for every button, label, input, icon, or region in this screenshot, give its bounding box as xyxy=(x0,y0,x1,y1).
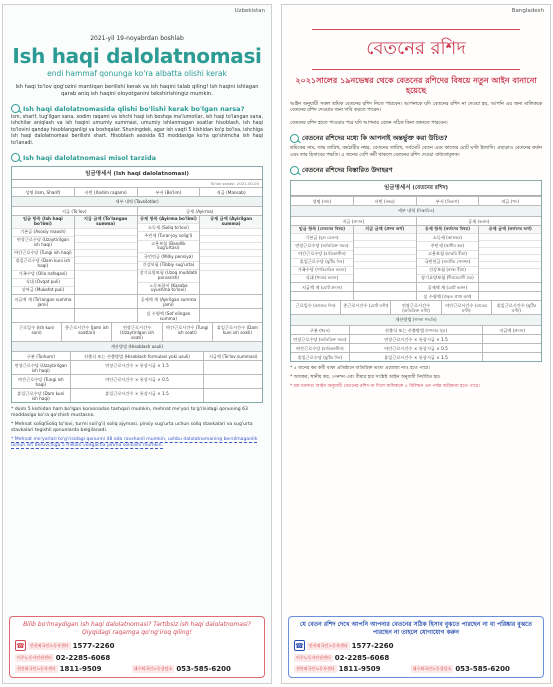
form-info-row xyxy=(12,187,262,196)
penalty-note xyxy=(11,437,263,449)
help-message: Bilib bo'lmaydigan ish haqi dalolatnomasi? Tartibsiz ish haqi dalolatnomasi? Qiyqidagi raqamga qo'ng'iroq qiling! xyxy=(23,621,251,636)
form-cell: 공제액 계 (মোট কর্তন) xyxy=(416,283,479,291)
center-name: 천안외국인노동자센터 xyxy=(296,666,335,671)
form-cell xyxy=(354,261,416,268)
form-cell: 야간근로수당 (Tungi ish haqi) xyxy=(18,376,64,387)
form-cell: 근로일수 (Ish kuni soni) xyxy=(18,324,55,335)
form-cell: 국민연금 (Milliy pensiya) xyxy=(138,252,200,260)
form-cell: 구분 (ধরন) xyxy=(309,327,330,333)
form-cell: 노동조합비 (Kasaba uyushma to'lovi) xyxy=(138,282,200,295)
form-cell: 휴일근로시간수 × 통상시급 × 1.5 xyxy=(70,389,204,402)
calc-row xyxy=(12,388,262,402)
form-cell: 성명 (Ism, Sharif) xyxy=(25,189,61,195)
section-text: Ism, sharif, tug'ilgan sana, xodim raqami va ishchi haqi ish boshqa ma'lumotlar, ish haqi to'langan sana, ishchilar aniqlash va ish haqini umumiy summasi, umumiy ishlanmagan soatlar hisoblash, ish haqi to'lovini qanday hisoblanganligi va boshqalar. Shuningdek, agar ish vaqti 5 kishidan ko'p bo'lsa, ishchiga ish haqi dalolatnomasi berilishi shart. Hisoblash asosida 63 moddasiga ko'ra qo'shimcha ish haqi to'lanadi. xyxy=(11,115,263,146)
pay-items-col xyxy=(291,226,353,282)
form-cell: 휴일근로수당 (ছুটির দিন) xyxy=(291,258,353,266)
form-cell: 지급 (To'lov) xyxy=(62,208,87,214)
payslip-form xyxy=(11,166,263,403)
form-cell: 주민세 (স্থানীয় কর) xyxy=(417,241,479,249)
form-cell xyxy=(353,283,416,291)
calc-row xyxy=(291,334,541,343)
form-cell xyxy=(200,235,262,242)
form-cell: 소득세 (আয়কর) xyxy=(417,233,479,241)
form-cell xyxy=(200,228,262,235)
center-name: 이주노동자인권센터 xyxy=(296,655,331,660)
country-tag: Uzbekistan xyxy=(234,8,265,14)
form-cell: 국민연금 (জাতীয় পেনশন) xyxy=(417,258,479,266)
form-cell: 주민세 (Turar-joy solig'i) xyxy=(138,231,200,239)
form-cell: 야간근로수당 (রাত্রিকালীন) xyxy=(296,345,344,351)
section-heading xyxy=(290,165,542,176)
form-cell xyxy=(74,309,137,322)
footnote: * Mehnat soliq(Soliq to'lovi, turmi soli'g'i) soliq ajymasi, pinsiy sug'urta uchun soliq stavkalari va sug'urta stavkalari tegishli qonunlarda belgilanadi. xyxy=(11,422,253,434)
form-cell xyxy=(200,242,262,249)
form-section: 계산방법 (গণনা পদ্ধতি) xyxy=(291,314,541,325)
phone-icon: ☎ xyxy=(295,641,304,650)
form-cell: 직급 (পদ) xyxy=(478,197,541,205)
form-cell: 직급 (Mansab) xyxy=(199,188,262,196)
calc-row xyxy=(12,360,262,374)
form-cell: 연장근로시간수 × 통상시급 × 1.5 xyxy=(70,361,204,374)
form-hours-row xyxy=(291,300,541,314)
form-cell xyxy=(478,283,541,291)
form-cell: 야간근로시간수 (Tungi ish soati) xyxy=(162,323,212,341)
form-cell: 휴일근로시간수 × 통상시급 × 1.5 xyxy=(349,353,483,361)
center-name: 이주노동자인권센터 xyxy=(17,655,52,660)
form-section: 계산방법 (Hisoblash usuli) xyxy=(12,341,262,351)
form-cell: 기본급 (Asosiy maosh) xyxy=(12,228,74,236)
footnote: * ৫ জনের কম কর্মী থাকা প্রতিষ্ঠানে অতিরিক্ত ভাতা প্রযোজ্য নাও হতে পারে। xyxy=(290,366,430,372)
form-cell xyxy=(200,270,262,277)
form-cell: 고용보험 (চাকরি বীমা) xyxy=(417,250,479,258)
form-cell: 지급액 계 (মোট প্রদান) xyxy=(301,284,342,290)
form-title: 임금명세서 (Ish haqi dalolatnomasi) xyxy=(12,167,262,180)
footnote: * doim 5 kishidan ham bo'lgan korxonadan tashqari mumkin, mehnat me'yori to'g'risidagi qonuning 63 moddasiga ko'ra qo'shish mustasno. xyxy=(11,407,248,419)
section-title: বেতনের রশিদের বিস্তারিত উদাহরণ xyxy=(302,166,393,175)
form-cell: 가족수당 (পারিবারিক ভাতা) xyxy=(291,266,353,274)
phone-number[interactable]: 02-2285-6068 xyxy=(55,654,111,662)
penalty-note-text: * Mehnat me'yorlari to'g'risidagi qonunni 48 oda ravshanli mumkin, ushbu dalolatnomaning bersilmaganlik uchun ish beruvchiga 5 million vongacha jarima solinishi mumkin. xyxy=(11,437,258,449)
form-cell: 부서 (বিভাগ) xyxy=(416,197,479,205)
form-cell: 사번 (Xodim raqami) xyxy=(74,188,137,196)
form-cell xyxy=(199,309,262,322)
contact-card[interactable] xyxy=(15,654,130,662)
form-cell xyxy=(354,254,416,261)
phone-number[interactable]: 053-585-6200 xyxy=(176,665,231,673)
form-col-header: 공제 항목 (কর্তনের বিষয়) xyxy=(417,226,479,233)
form-cell: 연장근로수당 (Uzaytirilgan ish haqi) xyxy=(12,236,74,249)
form-cell: 야간근로수당 (Tungi ish haqi) xyxy=(12,249,74,257)
section-title: Ish haqi dalolatnomasida qlishi bo'lishi kerak bo'lgan narsa? xyxy=(23,104,245,113)
phone-number[interactable]: 1811-9509 xyxy=(338,665,381,673)
form-cell xyxy=(478,292,541,300)
form-cell: 휴일근로수당 (Dam kuni ish haqi) xyxy=(12,257,74,270)
form-cell xyxy=(75,242,137,249)
center-name: 안산외국인노동자센터 xyxy=(309,642,348,648)
deduction-items-col xyxy=(416,226,479,282)
contact-list xyxy=(15,640,259,673)
form-cell xyxy=(479,240,541,247)
form-cell: 장기요양보험 (Uzoq muddatli parvarish) xyxy=(138,269,200,282)
phone-number[interactable]: 1811-9509 xyxy=(59,665,102,673)
form-cell: 연장근로시간수 × 통상시급 × 1.5 xyxy=(349,335,483,343)
form-cell: 지급액 (To'lov summasi) xyxy=(203,352,262,360)
center-name: 천안외국인노동자센터 xyxy=(17,666,56,671)
help-box xyxy=(9,616,265,678)
form-cell: 휴일근로시간수 (ছুটির ঘণ্টা) xyxy=(491,301,541,314)
form-cell: 기본급 (মূল বেতন) xyxy=(291,233,353,241)
form-info-row xyxy=(291,196,541,205)
form-cell: 연장근로수당 (অতিরিক্ত সময়) xyxy=(293,336,347,342)
help-message: যে বেতন রশিদ দেখে আপনি আপনার বেতনের সঠিক হিসাব বুঝতে পারছেন না বা পরিষ্কার বুঝতে পারছেন না তাহলে যোগাযোগ করুন xyxy=(299,621,533,636)
form-cell: 가족수당 (Oila nafaqasi) xyxy=(12,270,74,278)
contact-card[interactable] xyxy=(307,642,422,650)
form-cell: 야간근로시간수 × 통상시급 × 0.5 xyxy=(349,344,483,352)
form-cell xyxy=(75,256,137,263)
form-cell xyxy=(200,263,262,270)
form-cell: 산출식 또는 산출방법 (গণনার সূত্র) xyxy=(349,326,483,334)
form-cell: 휴일근로시간수 (Dam kuni ish soati) xyxy=(212,323,262,341)
form-totals-row xyxy=(291,282,541,291)
form-cell xyxy=(74,295,137,308)
calc-head-row xyxy=(12,351,262,360)
form-cell xyxy=(203,375,262,388)
page-subtitle: ২০২১সালের ১৯নভেম্বর থেকে বেতনের রশিদের বিষয়ে নতুন আইন বানানো হয়েছে xyxy=(295,76,537,95)
footnote: * আয়কর, স্থানীয় কর, পেনশন এবং বীমার হার সংশ্লিষ্ট আইন অনুযায়ী নির্ধারিত হয়। xyxy=(290,375,441,381)
center-name: 안산외국인노동자센터 xyxy=(30,642,69,648)
form-net-row xyxy=(291,291,541,300)
form-cell xyxy=(479,261,541,268)
form-cell xyxy=(291,292,353,300)
form-col-heads xyxy=(291,216,541,225)
form-cell: 공제 (কর্তন) xyxy=(416,217,542,225)
form-cell xyxy=(200,249,262,256)
form-cell: 공제 (Ayirma) xyxy=(137,207,263,215)
contact-card[interactable] xyxy=(132,665,247,673)
form-cell xyxy=(353,292,416,300)
pay-items-col xyxy=(12,216,74,294)
calc-row xyxy=(291,343,541,352)
magnifier-icon xyxy=(290,166,299,175)
form-cell xyxy=(479,268,541,275)
form-cell xyxy=(354,233,416,240)
form-cell xyxy=(482,353,541,361)
intro-text: বেতনের রশিদ হাতে পাওয়ার পরে যদি আপনার বেতন সঠিক কিনা জানতে পারবেন। xyxy=(290,120,448,126)
form-date: To'lov sanasi: 2021-00-00 xyxy=(210,181,259,187)
page-subtitle: endi hammaf qonunga ko'ra albatta olishi kerak xyxy=(47,69,227,78)
contact-card[interactable] xyxy=(294,654,409,662)
section-heading xyxy=(11,104,263,113)
calc-row xyxy=(291,352,541,361)
phone-number[interactable]: 02-2285-6068 xyxy=(334,654,390,662)
form-section: 세부 내역 (Tavsilotlar) xyxy=(12,196,262,206)
form-cell: 장기요양보험 (দীর্ঘমেয়াদী যত্ন) xyxy=(417,274,479,282)
form-cell: 지급액 계 (To'langan summa jami) xyxy=(14,296,72,307)
form-cell: 연장근로시간수 (অতিরিক্ত ঘণ্টা) xyxy=(390,301,440,314)
form-col-header: 공제 금액 (কর্তনের অর্থ) xyxy=(479,226,541,233)
phone-icon: ☎ xyxy=(16,641,25,650)
form-cell xyxy=(75,249,137,256)
form-cell xyxy=(479,233,541,240)
form-cell xyxy=(482,335,541,343)
form-cell: 근로일수 (কাজের দিন) xyxy=(295,302,336,308)
form-cell: 식대 (Ovqat puli) xyxy=(12,278,74,286)
form-cell xyxy=(354,240,416,247)
magnifier-icon xyxy=(290,134,299,143)
deduction-amounts-col xyxy=(478,226,541,282)
form-cell xyxy=(354,247,416,254)
form-col-header: 공제 금액 (Ayirilgan summa) xyxy=(200,216,262,228)
form-cell: 총근로시간수 (Jami ish soatlari) xyxy=(61,323,111,341)
form-cell: 지급액 (প্রদান) xyxy=(482,326,541,334)
contact-card[interactable] xyxy=(28,642,143,650)
contact-list xyxy=(294,640,538,673)
contact-card[interactable] xyxy=(294,665,409,673)
form-cell: 지급 (প্রদান) xyxy=(342,218,365,224)
form-col-header: 임금 항목 (বেতনের বিষয়) xyxy=(291,226,353,233)
form-cell: 식대 (খাবার ভাতা) xyxy=(291,274,353,282)
section-title: Ish haqi dalolatnomasi misol tarzida xyxy=(23,153,156,162)
section-heading xyxy=(290,133,542,144)
magnifier-icon xyxy=(11,104,20,113)
phone-number[interactable]: 053-585-6200 xyxy=(455,665,510,673)
form-cell: 야간근로시간수 (রাতের ঘণ্টা) xyxy=(441,301,491,314)
calc-row xyxy=(12,374,262,388)
form-col-header: 임금 항목 (Ish haqi bo'limi) xyxy=(12,216,74,228)
form-cell: 구분 (Turkum) xyxy=(26,353,55,359)
bangla-leaflet xyxy=(281,4,551,684)
pay-amounts-col xyxy=(74,216,137,294)
form-cell: 공제액 계 (Ayirilgan summa jami) xyxy=(137,295,200,308)
center-name: 대구외국인노동상담소 xyxy=(133,666,173,671)
form-cell: 야간근로시간수 × 통상시급 × 0.5 xyxy=(70,375,204,388)
form-cell: 연장근로수당 (Uzaytirilgan ish haqi) xyxy=(14,362,67,373)
form-detail-grid xyxy=(12,215,262,294)
form-cell xyxy=(75,270,137,277)
phone-number[interactable]: 1577-2260 xyxy=(351,641,394,650)
form-cell: 사번 (নম্বর) xyxy=(353,197,416,205)
deduction-items-col xyxy=(137,216,200,294)
form-cell: 연장근로시간수 (Uzaytirilgan ish soati) xyxy=(111,323,161,341)
form-cell xyxy=(479,254,541,261)
contact-card[interactable] xyxy=(411,665,526,673)
page-title: Ish haqi dalolatnomasi xyxy=(12,44,262,68)
form-net-row xyxy=(12,308,262,322)
country-tag: Bangladesh xyxy=(511,8,544,14)
help-box xyxy=(288,616,544,678)
form-cell: 산출식 또는 산출방법 (Hisoblash formulasi yoki usuli) xyxy=(70,352,204,360)
form-cell: 건강보험 (স্বাস্থ্য বীমা) xyxy=(417,266,479,274)
form-cell: 총근로시간수 (মোট ঘণ্টা) xyxy=(340,301,390,314)
uzbek-leaflet xyxy=(2,4,272,684)
form-cell: 부서 (Bo'lim) xyxy=(137,188,200,196)
form-cell: 성명 (নাম) xyxy=(312,198,332,204)
form-cell: 실 수령액 (প্রকৃত প্রাপ্ত অর্থ) xyxy=(416,292,479,300)
penalty-note: * শ্রম মানদণ্ড আইন অনুযায়ী বেতনের রশিদ না দিলে মালিককে ৫ মিলিয়ন ওন পর্যন্ত জরিমানা হতে পারে। xyxy=(290,384,480,390)
section-title: বেতনের রশিদের মধ্যে কি আপনাই অন্তর্ভুক্ত করা উচিত? xyxy=(302,134,448,143)
intro-text: আইন অনুযায়ী সকল শ্রমিক বেতনের রশিদ নিতে পারবেন। আপনাকে যদি বেতনের রশিদ না দেওয়া হয়, আপনি এর জন্য মালিককে বেতনের রশিদ দেওয়ার জন্য দাবি করতে পারেন। xyxy=(290,102,542,114)
form-cell: 실 수령액 (Sof olingan summa) xyxy=(137,309,200,322)
form-section: 세부 내역 (বিস্তারিত) xyxy=(291,205,541,216)
form-cell xyxy=(199,295,262,308)
center-name: 대구외국인노동상담소 xyxy=(412,666,452,671)
form-col-heads xyxy=(12,206,262,215)
form-detail-grid xyxy=(291,225,541,282)
form-cell: 건강보험 (Tibbiy sug'urta) xyxy=(138,261,200,269)
form-totals-row xyxy=(12,294,262,308)
form-hours-row xyxy=(12,322,262,341)
magnifier-icon xyxy=(11,153,20,162)
intro-text: Ish haqi to'lov qog'ozini mantiqan berilishi kerak va ish haqini talab qiling! Ish haqini ishlagan qarab aniq ish haqini oloyotganini tekshirishingiz mumkin. xyxy=(15,84,259,97)
page-title: বেতনের রশিদ xyxy=(312,29,520,70)
form-cell xyxy=(479,247,541,254)
form-cell: 상여금 (Mukofot puli) xyxy=(12,286,74,294)
form-cell xyxy=(200,256,262,263)
calc-head-row xyxy=(291,325,541,334)
payslip-form xyxy=(290,180,542,362)
form-title: 임금명세서 (বেতনের রশিদ) xyxy=(291,181,541,196)
form-cell xyxy=(75,235,137,242)
form-col-header: 지급 금액 (To'langan summa) xyxy=(75,216,137,228)
form-cell: 소득세 (Soliq to'lovi) xyxy=(138,223,200,231)
form-cell xyxy=(75,228,137,235)
form-cell xyxy=(354,268,416,275)
form-cell: 휴일근로수당 (ছুটির দিন) xyxy=(297,354,343,360)
form-col-header: 공제 항목 (Ayirma bo'limi) xyxy=(138,216,200,223)
phone-number[interactable]: 1577-2260 xyxy=(72,641,115,650)
form-cell: 연장근로수당 (অতিরিক্ত সময়) xyxy=(291,241,353,249)
form-cell xyxy=(482,344,541,352)
section-heading xyxy=(11,153,263,162)
form-cell xyxy=(75,263,137,270)
form-cell xyxy=(203,361,262,374)
form-cell: 휴일근로수당 (Dam kuni ish haqi) xyxy=(17,390,65,401)
contact-card[interactable] xyxy=(15,665,130,673)
section-text: শ্রমিকের নাম, জন্ম তারিখ, কর্মচারীর নম্বর, বেতনের তারিখ, সর্বমোট বেতন এবং কাজের মোট ঘণ্টা ইত্যাদি। এছাড়াও বেতনের কর্তন এবং তার হিসাবের পদ্ধতি। ৫ জনের বেশি কর্মী থাকলে বেতনের রশিদ দেওয়া বাধ্যতামূলক। xyxy=(290,146,542,158)
form-cell xyxy=(12,309,74,322)
pay-amounts-col xyxy=(353,226,416,282)
date-line: 2021-yil 19-noyabrdan boshlab xyxy=(90,35,184,42)
form-cell: 고용보험 (Bandlik sug'urtasi) xyxy=(138,240,200,253)
deduction-amounts-col xyxy=(199,216,262,294)
form-cell: 야간근로수당 (রাত্রিকালীন) xyxy=(291,250,353,258)
form-col-header: 지급 금액 (প্রদত্ত অর্থ) xyxy=(354,226,416,233)
form-cell xyxy=(203,389,262,402)
